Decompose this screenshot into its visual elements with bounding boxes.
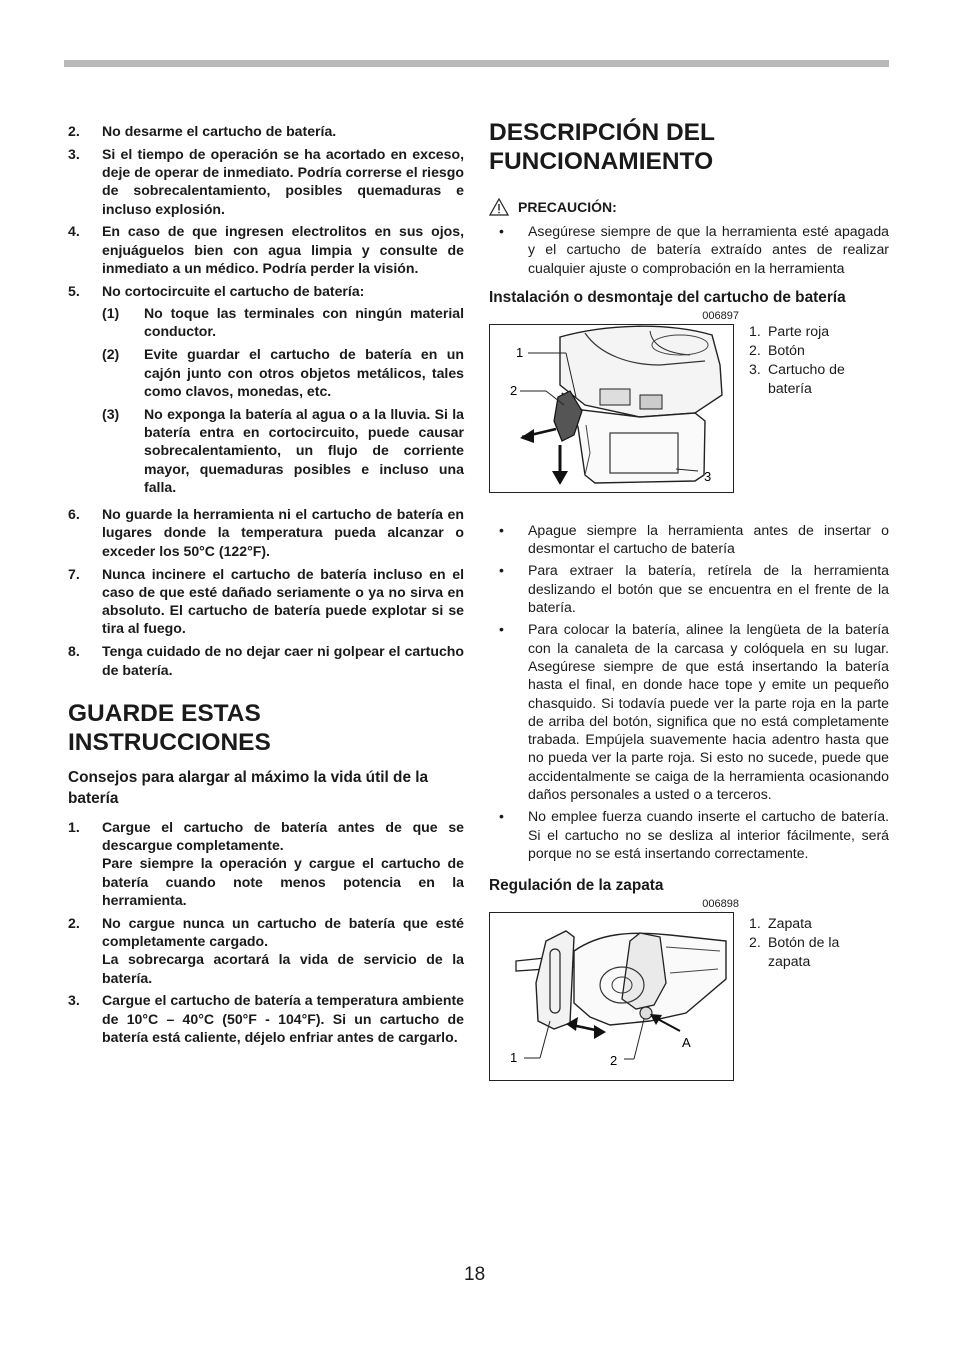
list-item: 2. No desarme el cartucho de batería. <box>68 123 337 139</box>
legend-item: 1. Zapata <box>749 915 812 932</box>
figure-row <box>489 912 889 1081</box>
bullet-icon: • <box>499 223 504 239</box>
subsection-heading: Instalación o desmontaje del cartucho de batería <box>489 288 846 306</box>
bullet-icon: • <box>499 521 504 538</box>
list-item: 4. En caso de que ingresen electrolitos en sus ojos, enjuáguelos bien con agua limpia y consulte de inmediato a un médico. Podría perder la visión. <box>68 223 464 277</box>
bullet-icon: • <box>499 621 504 638</box>
list-item: 7. Nunca incinere el cartucho de batería incluso en el caso de que esté dañado seriamente o ya no sirva en absoluto. El cartucho de batería puede explotar si se tira al fuego. <box>68 565 464 637</box>
list-item: 3. Si el tiempo de operación se ha acortado en exceso, deje de operar de inmediato. Podría correrse el riesgo de sobrecalentamiento, posibles quemaduras e incluso explosión. <box>68 145 464 217</box>
figure-code: 006898 <box>702 898 739 911</box>
right-column <box>489 118 889 1081</box>
legend-item: 1. Parte roja <box>749 322 830 339</box>
shoe-figure <box>489 912 734 1081</box>
page-number: 18 <box>464 1264 486 1285</box>
subsection-heading: Consejos para alargar al máximo la vida útil de la batería <box>68 768 429 807</box>
figure-code: 006897 <box>702 309 739 322</box>
header-rule <box>64 60 889 67</box>
legend-item: 3. Cartucho de batería <box>749 360 845 396</box>
caution-label: PRECAUCIÓN: <box>489 198 889 216</box>
sub-list-item: (2) Evite guardar el cartucho de batería en un cajón junto con otros objetos metálicos, tales como clavos, monedas, etc. <box>102 346 464 399</box>
figure-row <box>489 324 889 493</box>
battery-tips-list <box>68 818 464 1047</box>
subsection-heading: Regulación de la zapata <box>489 877 664 895</box>
battery-figure <box>489 324 734 493</box>
bullet-item: • Para colocar la batería, alinee la lengüeta de la batería con la canaleta de la carcasa y colóquela en su lugar. Asegúrese siempre de que está insertando la batería hasta el final, en donde hace tope y emite un pequeño chasquido. Si todavía puede ver la parte roja en la parte de arriba del botón, significa que no está completamente trabada. Empújela suavemente hacia adentro hasta que no pueda ver la parte roja. Si esto no sucede, puede que accidentalmente se caiga de la herramienta ocasionando daños personales a usted o a terceros. <box>489 620 889 803</box>
battery-illustration <box>490 325 732 491</box>
callout-label: 1 <box>516 344 524 360</box>
bullet-item: • No emplee fuerza cuando inserte el cartucho de batería. Si el cartucho no se desliza al interior fácilmente, será porque no se está insertando correctamente. <box>489 807 889 862</box>
list-item: 6. No guarde la herramienta ni el cartucho de batería en lugares donde la temperatura pueda alcanzar o exceder los 50°C (122°F). <box>68 506 464 559</box>
sub-list-item: (3) No exponga la batería al agua o a la lluvia. Si la batería entra en cortocircuito, puede causar sobrecalentamiento, un flujo de corriente mayor, quemaduras posibles e incluso una falla. <box>102 405 464 495</box>
sub-list-item: (1) No toque las terminales con ningún material conductor. <box>102 305 464 340</box>
list-item: 3. Cargue el cartucho de batería a temperatura ambiente de 10°C – 40°C (50°F - 104°F). Si un cartucho de batería está caliente, déjelo enfriar antes de cargarlo. <box>68 992 464 1046</box>
legend-item: 2. Botón <box>749 341 805 358</box>
instruction-bullets <box>489 521 889 862</box>
bullet-item: • Para extraer la batería, retírela de la herramienta deslizando el botón que se encuentra en el frente de la batería. <box>489 561 889 616</box>
section-heading: DESCRIPCIÓN DEL FUNCIONAMIENTO <box>489 119 715 175</box>
bullet-icon: • <box>499 808 504 825</box>
list-item: 1. Cargue el cartucho de batería antes de que se descargue completamente. Pare siempre la operación y cargue el cartucho de batería cuando note menos potencia en la herramienta. <box>68 818 464 908</box>
callout-label: 2 <box>510 382 518 398</box>
list-item: 5. No cortocircuite el cartucho de batería: (1) No toque las terminales con ningún material conductor. (2) Evite guardar el cartucho de batería en un cajón junto con otros objetos metálicos, tales como clavos, monedas, etc. (3) No exponga la batería al agua o a la lluvia. Si la batería entra en cortocircuito, puede causar sobrecalentamiento, un flujo de corriente mayor, quemaduras posibles e incluso una falla. <box>68 282 464 495</box>
callout-label: 3 <box>704 468 712 484</box>
warning-icon <box>489 198 509 216</box>
list-item: 2. No cargue nunca un cartucho de batería que esté completamente cargado. La sobrecarga acortará la vida de servicio de la batería. <box>68 914 464 986</box>
list-item: 8. Tenga cuidado de no dejar caer ni golpear el cartucho de batería. <box>68 643 464 678</box>
figure-legend <box>749 914 859 1081</box>
callout-label: A <box>682 1035 691 1051</box>
safety-list <box>68 122 464 679</box>
callout-label: 2 <box>610 1053 618 1069</box>
left-column <box>68 122 464 1051</box>
callout-label: 1 <box>510 1050 518 1066</box>
figure-legend <box>749 322 859 493</box>
shoe-illustration <box>490 913 732 1079</box>
legend-item: 2. Botón de la zapata <box>749 934 840 970</box>
section-heading: GUARDE ESTAS INSTRUCCIONES <box>68 699 271 756</box>
bullet-item: • Apague siempre la herramienta antes de insertar o desmontar el cartucho de batería <box>489 521 889 558</box>
sub-list <box>102 304 464 496</box>
caution-bullet: • Asegúrese siempre de que la herramienta esté apagada y el cartucho de batería extraído antes de realizar cualquier ajuste o comprobación en la herramienta <box>489 222 889 277</box>
bullet-icon: • <box>499 562 504 579</box>
